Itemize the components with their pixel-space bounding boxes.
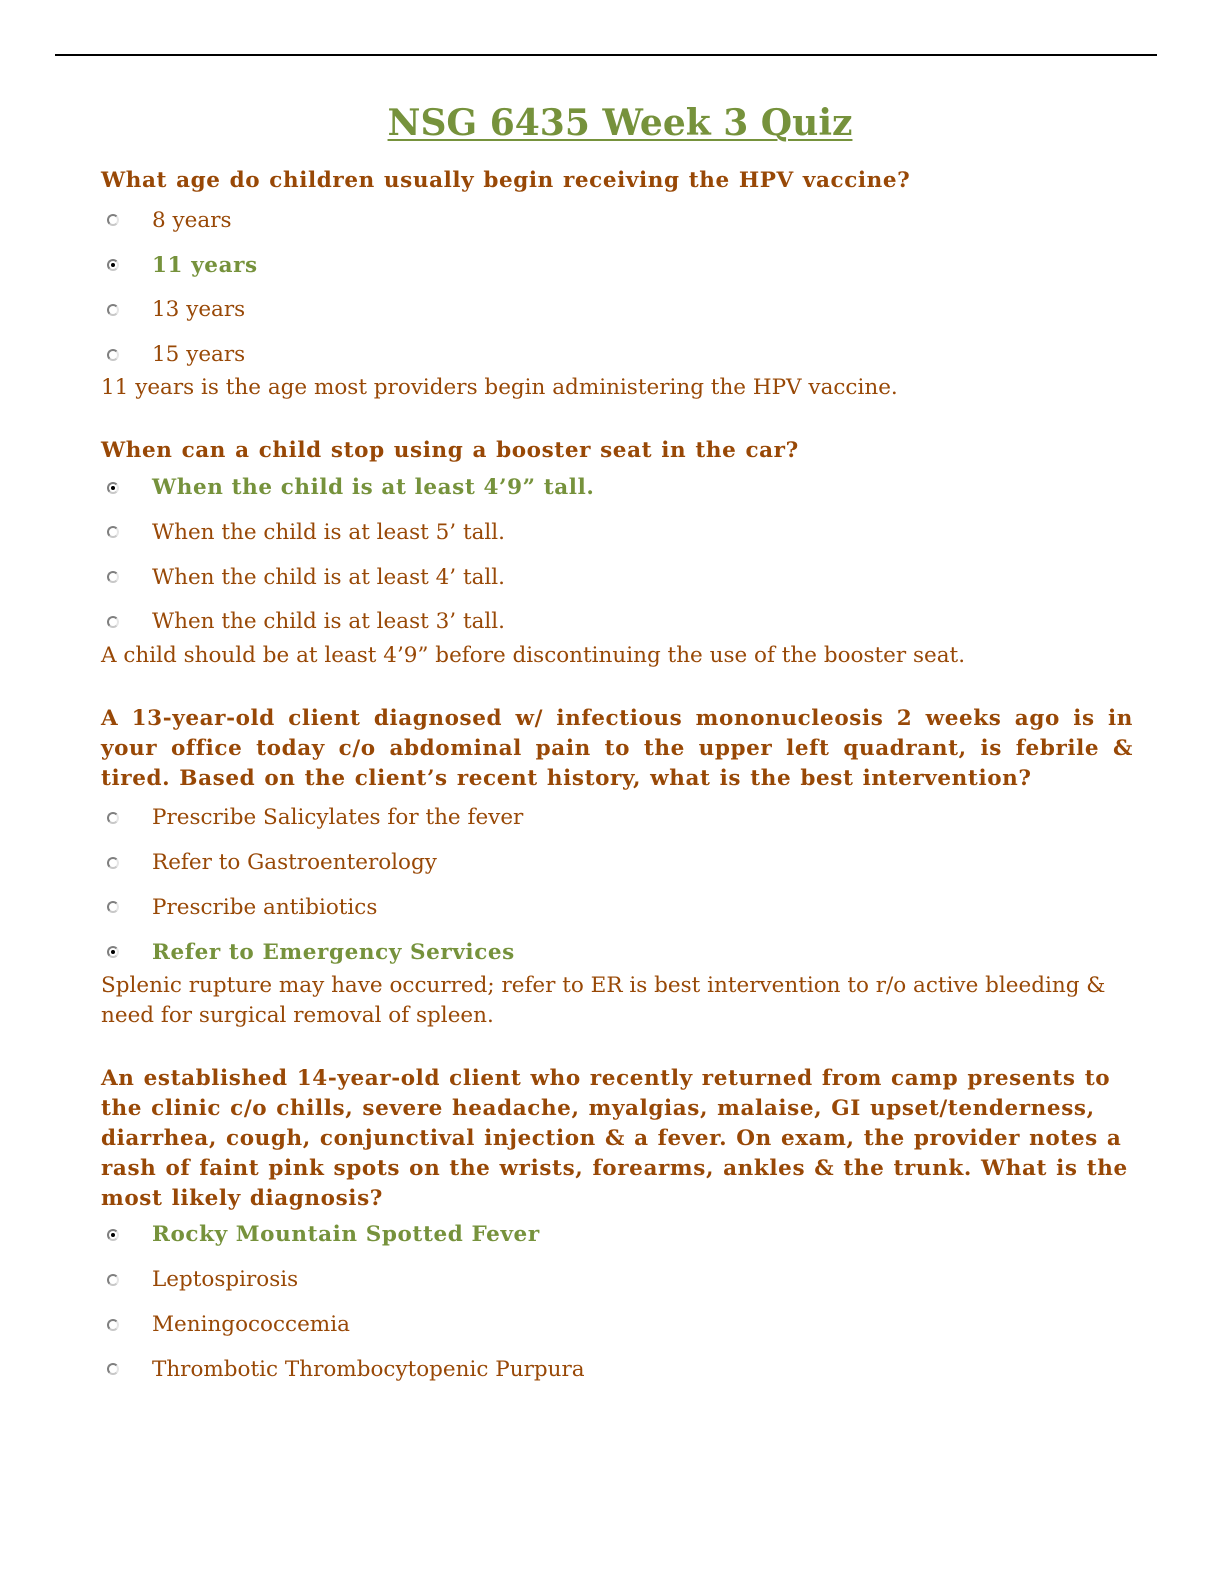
radio-button[interactable]: [107, 526, 119, 538]
option-item[interactable]: [101, 1347, 1133, 1392]
radio-button[interactable]: [107, 812, 119, 824]
option-item[interactable]: [101, 510, 1133, 555]
option-list: [101, 198, 1133, 377]
radio-button[interactable]: [107, 1274, 119, 1286]
radio-button-selected[interactable]: [107, 946, 119, 958]
radio-button[interactable]: [107, 901, 119, 913]
option-label: When the child is at least 3’ tall.: [152, 609, 505, 635]
radio-button-selected[interactable]: [107, 259, 119, 271]
question-text: An established 14-year-old client who recently returned from camp presents to the clinic c/o chills, severe headache, myalgias, malaise, GI upset/tenderness, diarrhea, cough, conjunctival injection & a fever. On exam, the provider notes a rash of faint pink spots on the wrists, forearms, ankles & the trunk. What is the most likely diagnosis?: [101, 1065, 1128, 1211]
option-item[interactable]: [101, 555, 1133, 600]
option-label: Refer to Gastroenterology: [152, 850, 437, 876]
option-item[interactable]: [101, 1257, 1133, 1302]
option-item[interactable]: [101, 885, 1133, 930]
option-label: When the child is at least 5’ tall.: [152, 519, 505, 545]
option-list: [101, 465, 1133, 644]
option-item[interactable]: [101, 198, 1133, 243]
option-item[interactable]: [101, 243, 1133, 288]
top-rule: [55, 54, 1157, 56]
answer-explanation: Splenic rupture may have occurred; refer to ER is best intervention to r/o active bleeding & need for surgical removal of spleen.: [101, 972, 1106, 1028]
option-list: [101, 1213, 1133, 1392]
option-item[interactable]: [101, 840, 1133, 885]
option-label: Thrombotic Thrombocytopenic Purpura: [152, 1356, 585, 1382]
question-block: [101, 1064, 1133, 1392]
question-block: [101, 436, 1133, 671]
question-block: [101, 166, 1133, 403]
option-label: 13 years: [152, 297, 246, 323]
question-text: When can a child stop using a booster seat in the car?: [101, 438, 799, 464]
option-label-correct: 11 years: [152, 252, 258, 278]
radio-button[interactable]: [107, 349, 119, 361]
radio-button-selected[interactable]: [107, 1229, 119, 1241]
option-label-correct: When the child is at least 4’9” tall.: [152, 475, 595, 501]
option-item[interactable]: [101, 795, 1133, 840]
option-item[interactable]: [101, 1213, 1133, 1258]
option-item[interactable]: [101, 288, 1133, 333]
radio-button-selected[interactable]: [107, 482, 119, 494]
radio-button[interactable]: [107, 571, 119, 583]
question-text: A 13-year-old client diagnosed w/ infectious mononucleosis 2 weeks ago is in your office today c/o abdominal pain to the upper left quadrant, is febrile & tired. Based on the client’s recent history, what is the best intervention?: [101, 706, 1133, 792]
question-text: What age do children usually begin receiving the HPV vaccine?: [101, 168, 911, 193]
quiz-content: [101, 166, 1133, 1392]
radio-button[interactable]: [107, 616, 119, 628]
option-item[interactable]: [101, 465, 1133, 510]
option-list: [101, 795, 1133, 974]
option-label: 15 years: [152, 342, 246, 368]
radio-button[interactable]: [107, 857, 119, 869]
option-label: Prescribe Salicylates for the fever: [152, 805, 524, 831]
option-label: Prescribe antibiotics: [152, 894, 378, 920]
option-label: Leptospirosis: [152, 1267, 299, 1293]
radio-button[interactable]: [107, 1363, 119, 1375]
answer-explanation: 11 years is the age most providers begin administering the HPV vaccine.: [101, 375, 898, 401]
option-label-correct: Refer to Emergency Services: [152, 939, 515, 965]
radio-button[interactable]: [107, 1319, 119, 1331]
option-label: Meningococcemia: [152, 1312, 350, 1338]
page-title: NSG 6435 Week 3 Quiz: [387, 102, 853, 144]
question-block: [101, 704, 1133, 1030]
option-label: When the child is at least 4’ tall.: [152, 564, 505, 590]
option-label: 8 years: [152, 207, 232, 233]
option-item[interactable]: [101, 600, 1133, 645]
option-item[interactable]: [101, 930, 1133, 975]
radio-button[interactable]: [107, 304, 119, 316]
option-item[interactable]: [101, 1302, 1133, 1347]
option-item[interactable]: [101, 332, 1133, 377]
option-label-correct: Rocky Mountain Spotted Fever: [152, 1222, 540, 1248]
radio-button[interactable]: [107, 214, 119, 226]
answer-explanation: A child should be at least 4’9” before discontinuing the use of the booster seat.: [101, 643, 966, 669]
